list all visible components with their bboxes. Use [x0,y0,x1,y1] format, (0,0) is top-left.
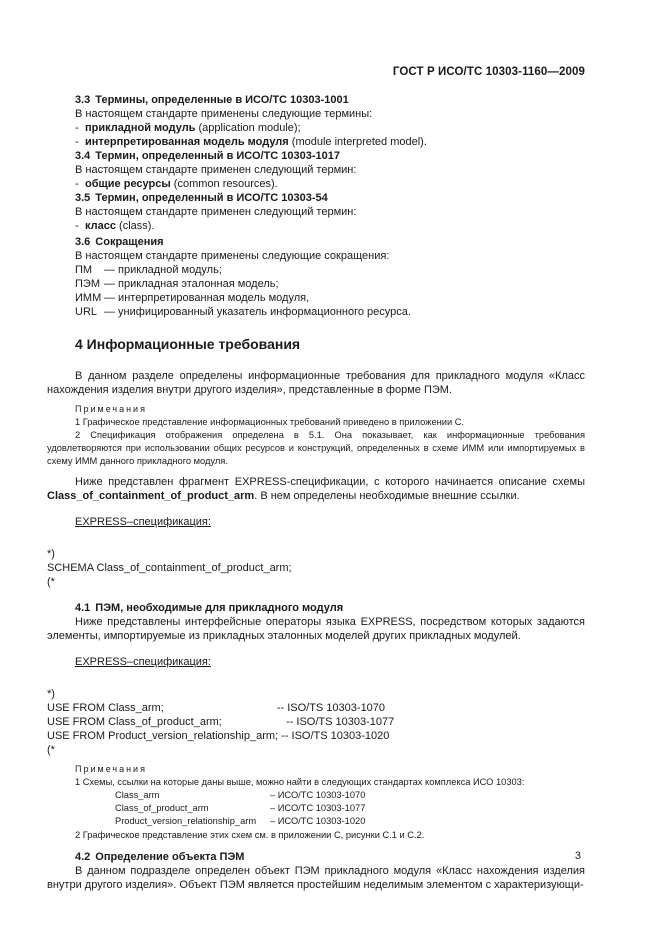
section-3-6-intro: В настоящем стандарте применены следующие сокращения: [75,250,390,262]
section-3-6-heading: 3.6 Сокращения [75,236,164,248]
abbreviation-row: ПЭМ — прикладная эталонная модель; [75,278,279,290]
code-line: *) [47,548,55,560]
note-2: 2 Спецификация отображения определена в 5.1. Она показывает, как информационные требования удовлетворяются при использовании общих ресурсов и конструкций, определенных в схеме ИММ или импортируемых в схему ИММ данного прикладного модуля. [47,430,585,466]
code-line: USE FROM Class_of_product_arm; -- ISO/TS 10303-1077 [47,716,395,728]
express-spec-label: EXPRESS–спецификация: [75,656,211,668]
page-body [47,93,585,892]
reference-row: Product_version_relationship_arm – ИСО/ТС 10303-1020 [115,816,366,826]
abbreviation-row: ИММ — интерпретированная модель модуля, [75,292,310,304]
code-line: (* [47,744,55,756]
page-header: ГОСТ Р ИСО/ТС 10303-1160—2009 [392,66,585,78]
section-4-2-heading: 4.2 Определение объекта ПЭМ [75,851,245,863]
section-3-5-intro: В настоящем стандарте применен следующий термин: [75,206,357,218]
term-item: - прикладной модуль (application module); [75,122,301,134]
term-item: - класс (class). [75,220,155,232]
express-intro-paragraph: Ниже представлен фрагмент EXPRESS-спецификации, с которого начинается описание схемы Class_of_containment_of_product_arm. В нем определены необходимые внешние ссылки. [47,476,585,502]
code-line: USE FROM Product_version_relationship_arm; -- ISO/TS 10303-1020 [47,730,390,742]
section-3-4-heading: 3.4 Термин, определенный в ИСО/ТС 10303-1017 [75,150,341,162]
code-line: USE FROM Class_arm; -- ISO/TS 10303-1070 [47,702,386,714]
section-3-4-intro: В настоящем стандарте применен следующий термин: [75,164,357,176]
note-2: 2 Графическое представление этих схем см. в приложении С, рисунки С.1 и С.2. [75,830,425,840]
code-line: *) [47,688,55,700]
code-line: (* [47,576,55,588]
express-spec-label: EXPRESS–спецификация: [75,516,211,528]
section-4-heading: 4 Информационные требования [75,336,301,352]
section-4-paragraph: В данном разделе определены информационные требования для прикладного модуля «Класс нахождения изделия внутри другого изделия», представленные в форме ПЭМ. [47,370,585,396]
section-4-1-paragraph: Ниже представлены интерфейсные операторы языка EXPRESS, посредством которых задаются элементы, импортируемые из прикладных эталонных моделей других прикладных модулей. [47,616,585,642]
abbreviation-row: ПМ — прикладной модуль; [75,264,222,276]
page-number: 3 [574,850,581,862]
abbreviation-row: URL — унифицированный указатель информационного ресурса. [75,306,411,318]
note-1: 1 Схемы, ссылки на которые даны выше, можно найти в следующих стандартах комплекса ИСО 10303: [75,777,525,787]
reference-row: Class_arm – ИСО/ТС 10303-1070 [115,790,366,800]
term-item: - интерпретированная модель модуля (module interpreted model). [75,136,427,148]
reference-row: Class_of_product_arm – ИСО/ТС 10303-1077 [115,803,366,813]
section-3-5-heading: 3.5 Термин, определенный в ИСО/ТС 10303-54 [75,192,328,204]
term-item: - общие ресурсы (common resources). [75,178,278,190]
note-1: 1 Графическое представление информационных требований приведено в приложении С. [75,417,465,427]
notes-title: Примечания [75,404,147,414]
section-4-2-paragraph: В данном подразделе определен объект ПЭМ прикладного модуля «Класс нахождения изделия внутри другого изделия». Объект ПЭМ является простейшим неделимым элементом с характеризующи- [47,865,585,891]
section-4-1-heading: 4.1 ПЭМ, необходимые для прикладного модуля [75,602,344,614]
section-3-3-heading: 3.3 Термины, определенные в ИСО/ТС 10303-1001 [75,94,349,106]
notes-title: Примечания [75,764,147,774]
code-line: SCHEMA Class_of_containment_of_product_arm; [47,562,292,574]
section-3-3-intro: В настоящем стандарте применены следующие термины: [75,108,373,120]
